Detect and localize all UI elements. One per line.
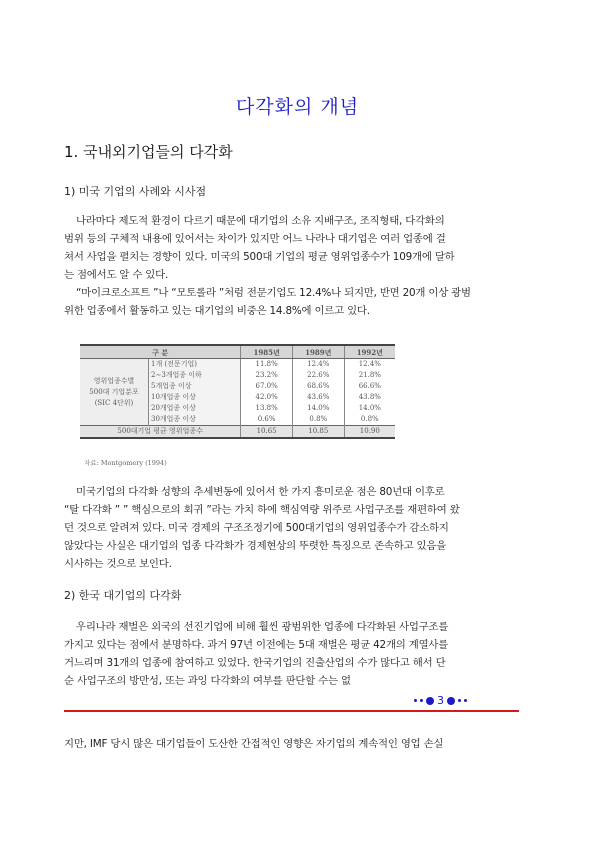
table-source-note: 자료: Montgomery (1994) [84,459,167,467]
table-header-row [80,345,395,359]
page-number-ornament [414,694,467,707]
circle-icon [426,697,434,705]
table-cell: 68.6% [292,381,344,392]
dot-icon [420,699,423,702]
table-cell: 12.4% [292,359,344,371]
paragraph-line: 시사하는 것으로 보인다. [64,558,172,570]
paragraph-line: 우리나라 재벌은 외국의 선진기업에 비해 훨씬 광범위한 업종에 다각화된 사업구조를 [76,621,449,633]
table-cell: 10.65 [241,426,293,439]
page-number: 3 [437,694,444,707]
table-cell: 0.8% [292,414,344,426]
subsection-heading-us: 1) 미국 기업의 사례와 시사점 [64,185,207,198]
table-cell: 21.8% [344,370,395,381]
table-cell: 10.90 [344,426,395,439]
paragraph-us-trend [64,483,531,573]
table-cell: 14.0% [344,403,395,414]
paragraph-line: 위한 업종에서 활동하고 있는 대기업의 비중은 14.8%에 이르고 있다. [64,305,370,317]
paragraph-line: 순 사업구조의 방만성, 또는 과잉 다각화의 여부를 판단할 수는 없 [64,675,351,687]
paragraph-line: 거느리며 31개의 업종에 참여하고 있었다. 한국기업의 진출산업의 수가 많다고 해서 단 [64,657,446,669]
paragraph-continuation [64,735,531,753]
paragraph-line: 지만, IMF 당시 많은 대기업들이 도산한 간접적인 영향은 자기업의 계속적인 영업 손실 [64,738,444,750]
table-cell: 10개업종 이상 [149,392,241,403]
table-cell: 30개업종 이상 [149,414,241,426]
group-label-line: (SIC 4단위) [94,398,134,407]
paragraph-line: “마이크로소프트 ”나 “모토롤라 ”처럼 전문기업도 12.4%나 되지만, 반면 20개 이상 광범 [76,287,471,299]
table-cell: 42.0% [241,392,293,403]
table-cell: 10.85 [292,426,344,439]
paragraph-line: 던 것으로 알려져 있다. 미국 경제의 구조조정기에 500대기업의 영위업종수가 감소하지 [64,522,449,534]
table-cell: 0.8% [344,414,395,426]
section-heading: 1. 국내외기업들의 다각화 [64,143,233,161]
page-divider [64,710,519,712]
paragraph-line: 나라마다 제도적 환경이 다르기 때문에 대기업의 소유 지배구조, 조직형태, 다각화의 [76,215,445,227]
dot-icon [458,699,461,702]
table-cell: 1개 (전문기업) [149,359,241,371]
paragraph-us-diversification [64,212,531,320]
table-header-cell: 1985년 [241,345,293,359]
table-header-cell: 1992년 [344,345,395,359]
table-cell: 14.0% [292,403,344,414]
circle-icon [447,697,455,705]
table-total-row [80,426,395,439]
paragraph-line: 가지고 있다는 점에서 분명하다. 과거 97년 이전에는 5대 재벌은 평균 42개의 계열사를 [64,639,449,651]
dot-icon [414,699,417,702]
table-cell: 12.4% [344,359,395,371]
paragraph-line: 쳐서 사업을 펼치는 경향이 있다. 미국의 500대 기업의 평균 영위업종수가 109개에 달하 [64,251,455,263]
table-cell: 23.2% [241,370,293,381]
table-cell: 0.6% [241,414,293,426]
paragraph-line: 는 점에서도 알 수 있다. [64,269,169,281]
paragraph-korea-diversification [64,618,531,690]
diversification-table [80,344,395,439]
table-cell: 11.8% [241,359,293,371]
dot-icon [464,699,467,702]
document-title: 다각화의 개념 [235,96,360,118]
table-cell: 500대기업 평균 영위업종수 [80,426,241,439]
table-cell: 20개업종 이상 [149,403,241,414]
table-cell: 67.0% [241,381,293,392]
paragraph-line: 범위 등의 구체적 내용에 있어서는 차이가 있지만 어느 나라나 대기업은 여러 업종에 걸 [64,233,446,245]
table-cell: 43.8% [344,392,395,403]
table-row [80,359,395,371]
paragraph-line: 미국기업의 다각화 성향의 추세변동에 있어서 한 가지 흥미로운 점은 80년대 이후로 [76,486,445,498]
table-group-label [80,359,149,426]
table-cell: 43.6% [292,392,344,403]
table-cell: 13.8% [241,403,293,414]
table-header-cell: 구 분 [80,345,241,359]
paragraph-line: “탈 다각화 ” ” 핵심으로의 회귀 ”라는 가치 하에 핵심역량 위주로 사업구조를 재편하여 왔 [64,504,460,516]
group-label-line: 영위업종수별 [93,376,135,385]
group-label-line: 500대 기업분포 [89,387,139,396]
paragraph-line: 않았다는 사실은 대기업의 업종 다각화가 경제현상의 뚜렷한 특징으로 존속하고 있음을 [64,540,447,552]
table-cell: 22.6% [292,370,344,381]
table-cell: 66.6% [344,381,395,392]
table-cell: 5개업종 이상 [149,381,241,392]
table-cell: 2∼3개업종 이하 [149,370,241,381]
subsection-heading-korea: 2) 한국 대기업의 다각화 [64,589,182,602]
table-header-cell: 1989년 [292,345,344,359]
